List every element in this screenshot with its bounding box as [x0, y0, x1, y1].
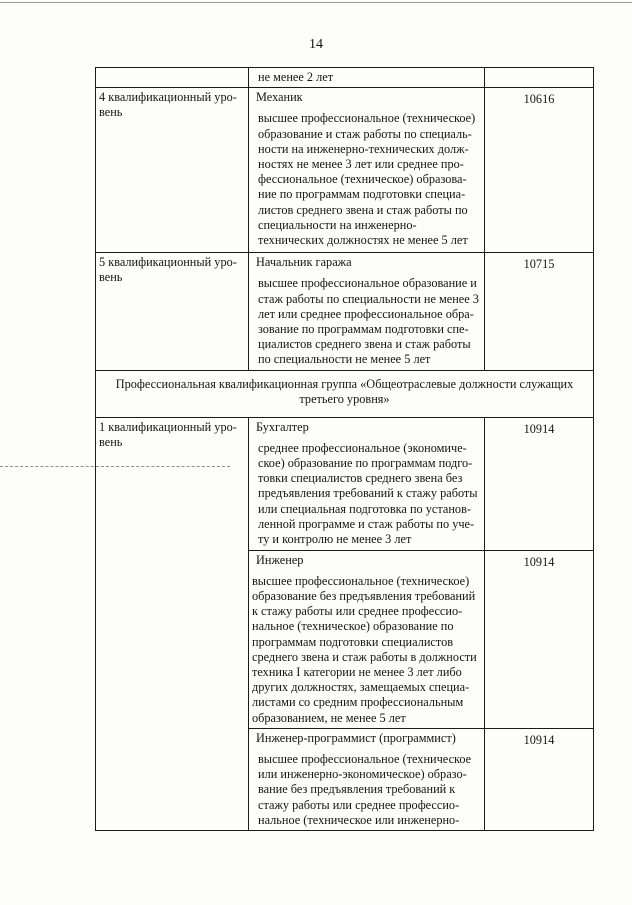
salary-code: 10914 — [523, 732, 555, 747]
qualification-level: 4 квалификационный уро- вень — [99, 90, 237, 120]
level-cell — [96, 68, 249, 88]
code-cell — [485, 253, 594, 370]
position-title: Бухгалтер — [256, 419, 309, 434]
code-cell — [485, 68, 594, 88]
requirements-text: высшее профессиональное (техническое) образование и стаж работы по специаль- ности на инженерно-технических долж- ностях не менее 3 лет или среднее про- фессиональное (техническое) образова- ние по программам подготовки специа- листов среднего звена и стаж работы по специальности на инженерно- технических должностях не менее 5 лет — [258, 111, 476, 248]
position-cell — [249, 88, 485, 253]
table-row — [96, 68, 594, 88]
salary-code: 10616 — [523, 92, 555, 107]
group-header: Профессиональная квалификационная группа «Общеотраслевые должности служащих третьего уровня» — [115, 376, 574, 406]
level-cell — [96, 417, 249, 830]
requirements-text: высшее профессиональное (техническое или инженерно-экономическое) образо- вание без предъявления требований к стажу работы или среднее профессио- нальное (техническое или инженерно- — [258, 752, 472, 827]
table-row — [96, 370, 594, 417]
top-scan-edge — [0, 2, 632, 3]
position-cell — [249, 417, 485, 550]
requirements-text: среднее профессиональное (экономиче- ское) образование по программам подго- товки специалистов среднего звена без предъявления требований к стажу работы или специальная подготовка по установ- ленной программе и стаж работы по уче- ту и контролю не менее 3 лет — [258, 440, 478, 547]
position-title: Начальник гаража — [256, 255, 352, 270]
code-cell — [485, 88, 594, 253]
level-cell — [96, 253, 249, 370]
salary-code: 10914 — [523, 421, 555, 436]
qualification-level: 1 квалификационный уро- вень — [99, 419, 237, 449]
table-row — [96, 253, 594, 370]
level-cell — [96, 88, 249, 253]
table-row — [96, 417, 594, 550]
position-cell — [249, 728, 485, 830]
position-cell — [249, 550, 485, 728]
position-title: Механик — [256, 90, 303, 105]
position-title: Инженер — [256, 552, 304, 567]
qualification-level: 5 квалификационный уро- вень — [99, 255, 237, 285]
salary-code: 10715 — [523, 257, 555, 272]
code-cell — [485, 728, 594, 830]
requirements-text: не менее 2 лет — [258, 70, 334, 84]
code-cell — [485, 417, 594, 550]
group-header-cell — [96, 370, 594, 417]
table-row — [96, 88, 594, 253]
salary-code: 10914 — [523, 554, 555, 569]
code-cell — [485, 550, 594, 728]
page-number: 14 — [309, 37, 323, 52]
position-title: Инженер-программист (программист) — [256, 730, 456, 745]
requirements-text: высшее профессиональное образование и стаж работы по специальности не менее 3 лет или среднее профессиональное обра- зование по программам подготовки спе- циалистов среднего звена и стаж работы по специальности не менее 5 лет — [258, 276, 479, 367]
qualification-table — [95, 67, 594, 831]
requirements-text: высшее профессиональное (техническое) образование без предъявления требований к стажу работы или среднее профессио- нальное (техническое) образование по программам подготовки специалистов среднего звена и стаж работы в должности техника I категории не менее 3 лет либо других должностях, замещаемых специа- листами со средним профессиональным образованием, не менее 5 лет — [252, 573, 477, 725]
requirements-cell — [249, 68, 485, 88]
position-cell — [249, 253, 485, 370]
